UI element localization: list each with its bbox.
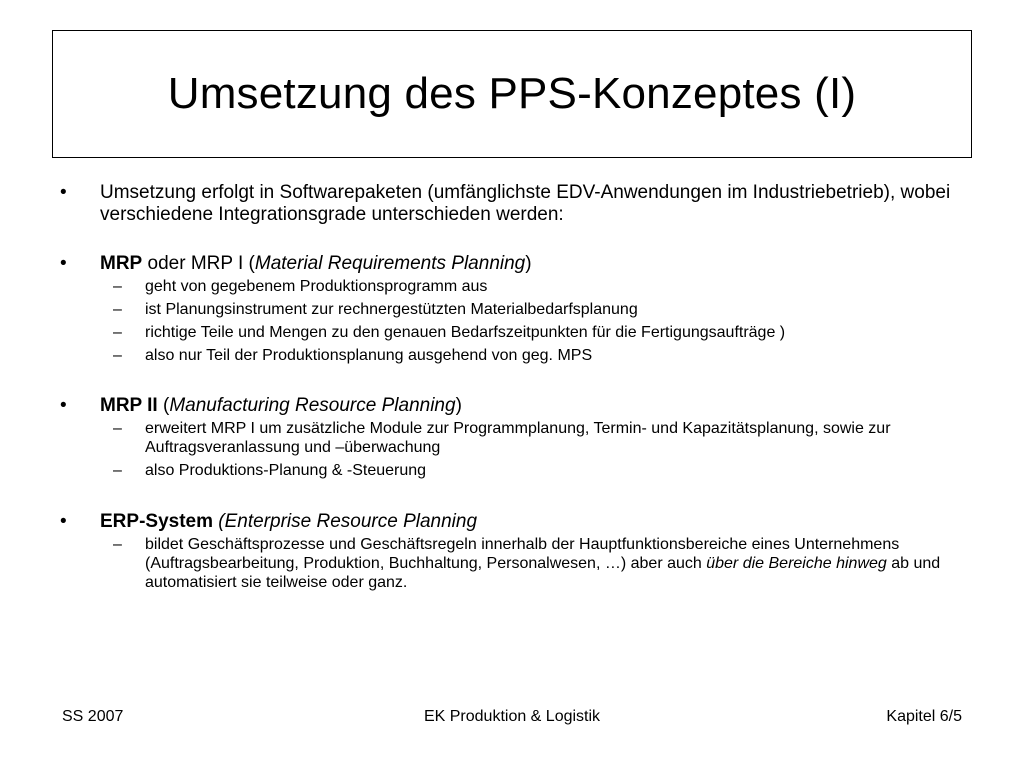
erp-term: ERP-System [100,511,213,532]
mrp-mid: oder MRP I ( [142,253,255,274]
bullet-marker: • [60,253,67,274]
mrp-item [60,346,960,365]
bullet-mrp [60,253,960,275]
footer-right: Kapitel 6/5 [886,708,962,725]
mrp2-item [60,419,960,457]
mrp-item [60,323,960,342]
dash-marker: – [113,536,122,553]
mrp2-item-text: also Produktions-Planung & -Steuerung [145,462,427,479]
mrp-item [60,300,960,319]
bullet-marker: • [60,395,67,416]
footer-left: SS 2007 [62,708,124,725]
bullet-erp [60,511,960,533]
erp-full-name: (Enterprise Resource Planning [213,511,478,532]
bullet-mrp2 [60,395,960,417]
erp-item-text: bildet Geschäftsprozesse und Geschäftsregeln innerhalb der Hauptfunktionsbereiche eines Unternehmens (Auftragsbearbeitung, Produktion, Buchhaltung, Personalwesen, …) aber auch [145,536,900,572]
mrp2-close: ) [455,395,462,416]
dash-marker: – [113,278,122,295]
dash-marker: – [113,301,122,318]
dash-marker: – [113,347,122,364]
mrp-item-text: geht von gegebenem Produktionsprogramm aus [145,278,488,295]
slide-content [60,182,960,592]
mrp-item [60,277,960,296]
footer-center: EK Produktion & Logistik [423,708,601,725]
slide-title: Umsetzung des PPS-Konzeptes (I) [167,69,857,118]
dash-marker: – [113,324,122,341]
bullet-marker: • [60,182,67,203]
mrp-item-text: also nur Teil der Produktionsplanung ausgehend von geg. MPS [145,347,593,364]
erp-item [60,535,960,592]
mrp2-full-name: Manufacturing Resource Planning [169,395,456,416]
dash-marker: – [113,462,122,479]
title-box [52,30,972,158]
mrp-item-text: richtige Teile und Mengen zu den genauen Bedarfszeitpunkten für die Fertigungsaufträge ) [145,324,786,341]
bullet-intro [60,182,960,226]
mrp-close: ) [525,253,532,274]
erp-item-text-end: ab und automatisiert sie teilweise oder ganz. [145,555,941,591]
bullet-marker: • [60,511,67,532]
intro-text: Umsetzung erfolgt in Softwarepaketen (umfänglichste EDV-Anwendungen im Industriebetrieb), wobei verschiedene Integrationsgrade unterschieden werden: [100,182,951,225]
erp-item-italic: über die Bereiche hinweg [706,555,887,572]
mrp-term: MRP [100,253,143,274]
mrp2-term: MRP II [100,395,158,416]
mrp2-mid: ( [157,395,170,416]
mrp-full-name: Material Requirements Planning [254,253,526,274]
mrp2-item-text: erweitert MRP I um zusätzliche Module zur Programmplanung, Termin- und Kapazitätsplanung, sowie zur Auftragsveranlassung und –überwachung [145,420,891,456]
mrp2-item [60,461,960,480]
slide-footer [62,708,962,726]
dash-marker: – [113,420,122,437]
mrp-item-text: ist Planungsinstrument zur rechnergestützten Materialbedarfsplanung [145,301,638,318]
